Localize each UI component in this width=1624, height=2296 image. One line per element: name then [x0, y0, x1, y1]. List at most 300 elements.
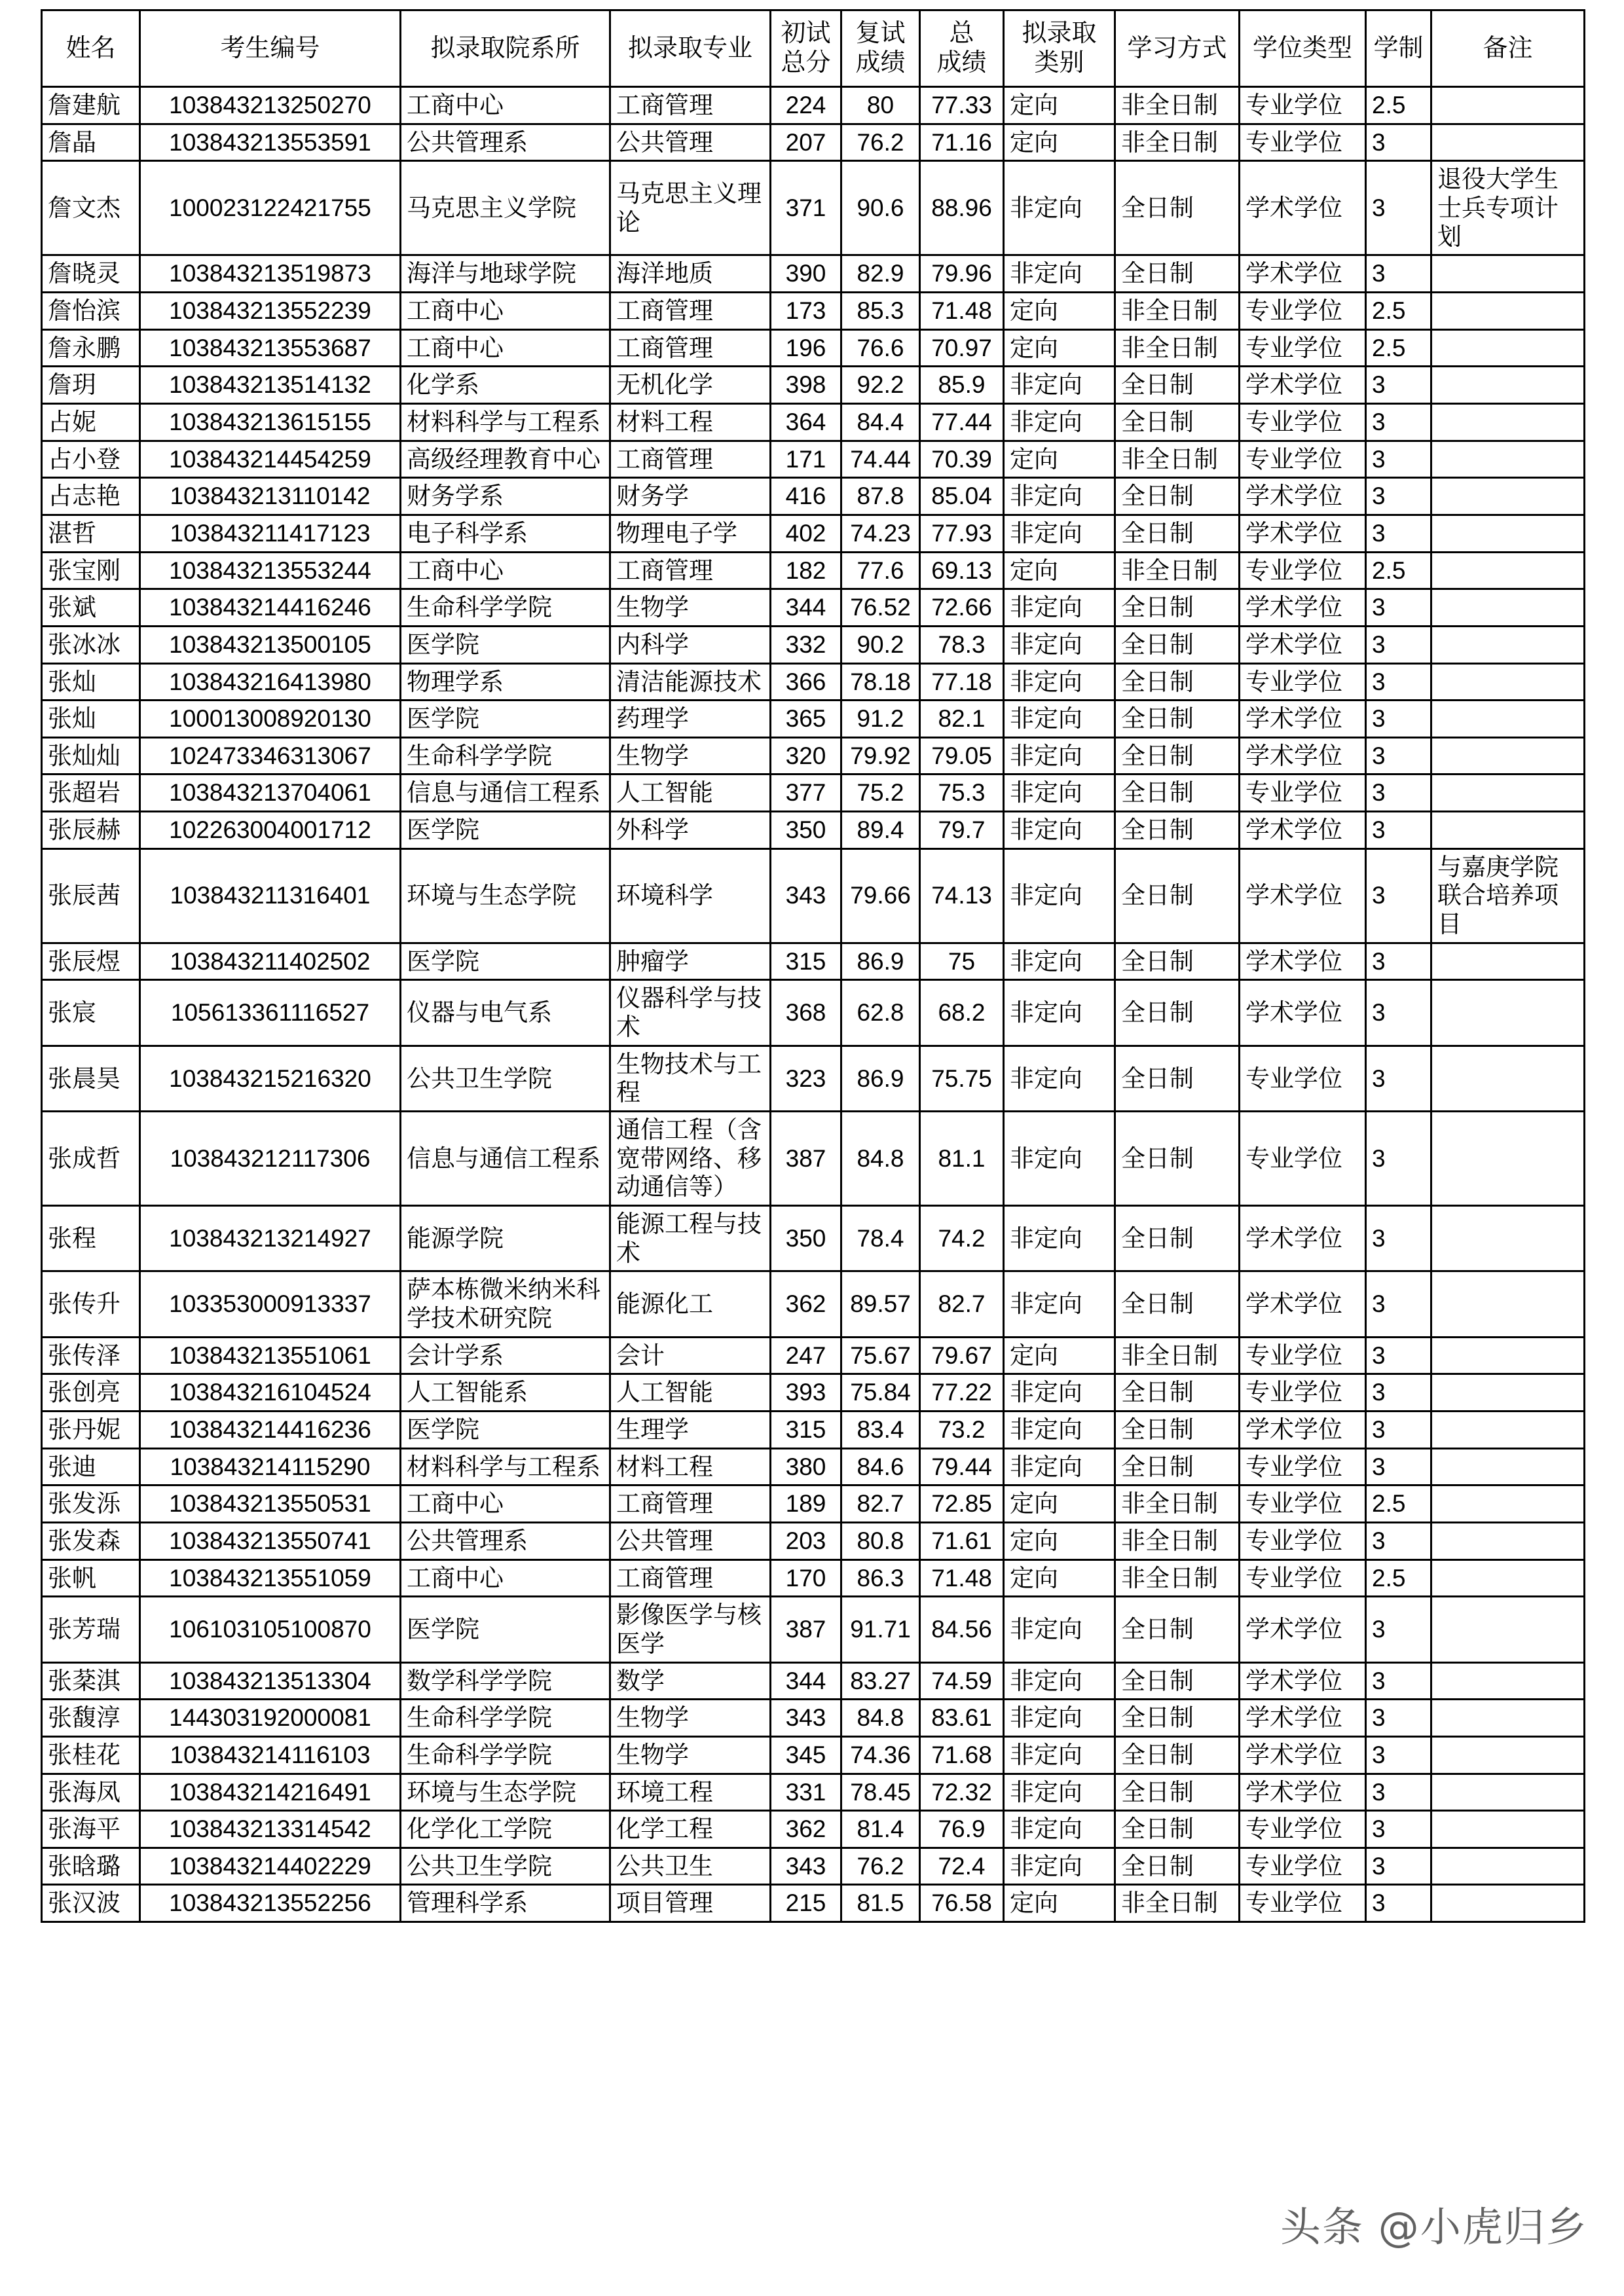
- table-row: [42, 1411, 1585, 1448]
- cell-remark: [1431, 329, 1585, 367]
- cell-preliminary-total: 362: [771, 1271, 841, 1337]
- cell-candidate-id: 103843213500105: [140, 626, 401, 663]
- cell-department: 公共卫生学院: [401, 1848, 610, 1885]
- cell-candidate-id: 103843213551061: [140, 1337, 401, 1374]
- cell-retest-score: 89.4: [841, 812, 920, 849]
- cell-total-score: 71.48: [920, 292, 1004, 329]
- cell-total-score: 71.61: [920, 1522, 1004, 1559]
- cell-name: 张冰冰: [42, 626, 140, 663]
- cell-department: 工商中心: [401, 292, 610, 329]
- cell-degree-type: 专业学位: [1240, 441, 1366, 478]
- cell-preliminary-total: 343: [771, 1700, 841, 1737]
- cell-major: 公共管理: [610, 1522, 771, 1559]
- cell-retest-score: 77.6: [841, 552, 920, 589]
- cell-remark: [1431, 292, 1585, 329]
- table-row: [42, 1485, 1585, 1523]
- cell-remark: [1431, 1271, 1585, 1337]
- cell-major: 通信工程（含宽带网络、移动通信等）: [610, 1112, 771, 1206]
- cell-admission-category: 非定向: [1004, 1811, 1115, 1848]
- cell-retest-score: 84.8: [841, 1700, 920, 1737]
- table-row: [42, 1700, 1585, 1737]
- cell-department: 生命科学学院: [401, 1736, 610, 1774]
- cell-admission-category: 非定向: [1004, 1448, 1115, 1485]
- cell-admission-category: 非定向: [1004, 1774, 1115, 1811]
- cell-preliminary-total: 207: [771, 124, 841, 161]
- cell-candidate-id: 103843213704061: [140, 774, 401, 812]
- cell-retest-score: 79.92: [841, 737, 920, 774]
- cell-study-mode: 全日制: [1115, 255, 1240, 293]
- cell-degree-type: 学术学位: [1240, 1736, 1366, 1774]
- cell-admission-category: 定向: [1004, 1485, 1115, 1523]
- cell-remark: [1431, 1885, 1585, 1922]
- cell-duration: 3: [1366, 737, 1431, 774]
- cell-department: 工商中心: [401, 1559, 610, 1597]
- cell-remark: [1431, 403, 1585, 441]
- cell-candidate-id: 103843213553591: [140, 124, 401, 161]
- cell-preliminary-total: 362: [771, 1811, 841, 1848]
- cell-preliminary-total: 393: [771, 1374, 841, 1412]
- table-row: [42, 478, 1585, 515]
- cell-study-mode: 全日制: [1115, 701, 1240, 738]
- cell-admission-category: 非定向: [1004, 848, 1115, 943]
- table-row: [42, 515, 1585, 552]
- cell-candidate-id: 100013008920130: [140, 701, 401, 738]
- cell-total-score: 85.04: [920, 478, 1004, 515]
- cell-retest-score: 74.44: [841, 441, 920, 478]
- cell-candidate-id: 103843214216491: [140, 1774, 401, 1811]
- cell-remark: [1431, 1206, 1585, 1271]
- table-row: [42, 87, 1585, 124]
- table-row: [42, 1448, 1585, 1485]
- cell-major: 无机化学: [610, 367, 771, 404]
- cell-candidate-id: 103843213552239: [140, 292, 401, 329]
- cell-department: 环境与生态学院: [401, 848, 610, 943]
- cell-admission-category: 定向: [1004, 329, 1115, 367]
- cell-candidate-id: 103843213551059: [140, 1559, 401, 1597]
- cell-name: 占小登: [42, 441, 140, 478]
- cell-preliminary-total: 344: [771, 1662, 841, 1700]
- cell-major: 生物学: [610, 1736, 771, 1774]
- cell-candidate-id: 103843213519873: [140, 255, 401, 293]
- cell-study-mode: 全日制: [1115, 161, 1240, 255]
- cell-admission-category: 非定向: [1004, 161, 1115, 255]
- table-row: [42, 1559, 1585, 1597]
- cell-preliminary-total: 182: [771, 552, 841, 589]
- table-row: [42, 1046, 1585, 1111]
- cell-total-score: 75: [920, 943, 1004, 980]
- cell-study-mode: 非全日制: [1115, 329, 1240, 367]
- cell-preliminary-total: 320: [771, 737, 841, 774]
- header-admission-category: [1004, 10, 1115, 87]
- cell-preliminary-total: 189: [771, 1485, 841, 1523]
- cell-candidate-id: 103843215216320: [140, 1046, 401, 1111]
- cell-total-score: 81.1: [920, 1112, 1004, 1206]
- cell-preliminary-total: 344: [771, 589, 841, 627]
- cell-preliminary-total: 387: [771, 1112, 841, 1206]
- cell-retest-score: 78.4: [841, 1206, 920, 1271]
- cell-department: 仪器与电气系: [401, 980, 610, 1046]
- cell-remark: [1431, 1522, 1585, 1559]
- cell-major: 仪器科学与技术: [610, 980, 771, 1046]
- cell-admission-category: 非定向: [1004, 701, 1115, 738]
- cell-degree-type: 专业学位: [1240, 329, 1366, 367]
- table-row: [42, 441, 1585, 478]
- cell-total-score: 78.3: [920, 626, 1004, 663]
- cell-total-score: 88.96: [920, 161, 1004, 255]
- cell-retest-score: 91.71: [841, 1597, 920, 1662]
- table-row: [42, 255, 1585, 293]
- cell-department: 工商中心: [401, 87, 610, 124]
- cell-preliminary-total: 247: [771, 1337, 841, 1374]
- cell-department: 会计学系: [401, 1337, 610, 1374]
- cell-admission-category: 非定向: [1004, 980, 1115, 1046]
- cell-duration: 3: [1366, 1736, 1431, 1774]
- cell-duration: 3: [1366, 441, 1431, 478]
- cell-major: 工商管理: [610, 441, 771, 478]
- cell-candidate-id: 103843211402502: [140, 943, 401, 980]
- cell-study-mode: 全日制: [1115, 1774, 1240, 1811]
- header-total-line2: 成绩: [936, 49, 987, 77]
- cell-major: 人工智能: [610, 1374, 771, 1412]
- cell-candidate-id: 103843213552256: [140, 1885, 401, 1922]
- cell-duration: 2.5: [1366, 1485, 1431, 1523]
- table-row: [42, 1206, 1585, 1271]
- cell-department: 信息与通信工程系: [401, 1112, 610, 1206]
- cell-duration: 3: [1366, 1811, 1431, 1848]
- cell-admission-category: 非定向: [1004, 812, 1115, 849]
- cell-degree-type: 专业学位: [1240, 1522, 1366, 1559]
- cell-department: 材料科学与工程系: [401, 403, 610, 441]
- table-row: [42, 1522, 1585, 1559]
- cell-name: 张成哲: [42, 1112, 140, 1206]
- cell-department: 医学院: [401, 626, 610, 663]
- cell-admission-category: 非定向: [1004, 1206, 1115, 1271]
- cell-duration: 3: [1366, 1774, 1431, 1811]
- cell-name: 张发森: [42, 1522, 140, 1559]
- cell-total-score: 71.48: [920, 1559, 1004, 1597]
- cell-total-score: 83.61: [920, 1700, 1004, 1737]
- cell-name: 张传泽: [42, 1337, 140, 1374]
- cell-admission-category: 非定向: [1004, 1374, 1115, 1412]
- cell-department: 生命科学学院: [401, 1700, 610, 1737]
- cell-degree-type: 学术学位: [1240, 589, 1366, 627]
- table-row: [42, 737, 1585, 774]
- cell-major: 人工智能: [610, 774, 771, 812]
- cell-major: 生物学: [610, 1700, 771, 1737]
- cell-department: 人工智能系: [401, 1374, 610, 1412]
- cell-duration: 3: [1366, 1206, 1431, 1271]
- cell-degree-type: 专业学位: [1240, 1337, 1366, 1374]
- cell-major: 生物技术与工程: [610, 1046, 771, 1111]
- table-row: [42, 663, 1585, 701]
- cell-retest-score: 92.2: [841, 367, 920, 404]
- cell-admission-category: 非定向: [1004, 1112, 1115, 1206]
- cell-total-score: 77.33: [920, 87, 1004, 124]
- cell-candidate-id: 103843213615155: [140, 403, 401, 441]
- cell-study-mode: 全日制: [1115, 589, 1240, 627]
- cell-degree-type: 专业学位: [1240, 1811, 1366, 1848]
- cell-study-mode: 全日制: [1115, 943, 1240, 980]
- cell-study-mode: 全日制: [1115, 1848, 1240, 1885]
- cell-degree-type: 学术学位: [1240, 478, 1366, 515]
- cell-preliminary-total: 345: [771, 1736, 841, 1774]
- cell-preliminary-total: 350: [771, 812, 841, 849]
- cell-study-mode: 全日制: [1115, 1448, 1240, 1485]
- cell-major: 化学工程: [610, 1811, 771, 1848]
- cell-degree-type: 学术学位: [1240, 515, 1366, 552]
- cell-admission-category: 非定向: [1004, 626, 1115, 663]
- cell-major: 药理学: [610, 701, 771, 738]
- cell-candidate-id: 105613361116527: [140, 980, 401, 1046]
- cell-admission-category: 定向: [1004, 441, 1115, 478]
- table-row: [42, 329, 1585, 367]
- cell-total-score: 77.93: [920, 515, 1004, 552]
- cell-preliminary-total: 173: [771, 292, 841, 329]
- header-preliminary-total: [771, 10, 841, 87]
- cell-remark: [1431, 774, 1585, 812]
- cell-department: 生命科学学院: [401, 589, 610, 627]
- cell-retest-score: 85.3: [841, 292, 920, 329]
- cell-total-score: 76.58: [920, 1885, 1004, 1922]
- cell-department: 化学系: [401, 367, 610, 404]
- cell-total-score: 75.3: [920, 774, 1004, 812]
- cell-remark: [1431, 1485, 1585, 1523]
- cell-admission-category: 非定向: [1004, 1597, 1115, 1662]
- cell-department: 化学化工学院: [401, 1811, 610, 1848]
- header-retest-line2: 成绩: [855, 49, 906, 77]
- cell-major: 能源化工: [610, 1271, 771, 1337]
- header-category-line1: 拟录取: [1022, 20, 1097, 48]
- cell-name: 张传升: [42, 1271, 140, 1337]
- cell-admission-category: 非定向: [1004, 1848, 1115, 1885]
- table-row: [42, 1271, 1585, 1337]
- cell-total-score: 77.18: [920, 663, 1004, 701]
- cell-duration: 3: [1366, 943, 1431, 980]
- header-name: 姓名: [42, 10, 140, 87]
- cell-retest-score: 76.6: [841, 329, 920, 367]
- cell-remark: [1431, 1112, 1585, 1206]
- table-header: [42, 10, 1585, 87]
- cell-total-score: 69.13: [920, 552, 1004, 589]
- cell-retest-score: 74.23: [841, 515, 920, 552]
- cell-major: 生物学: [610, 589, 771, 627]
- cell-retest-score: 83.27: [841, 1662, 920, 1700]
- cell-retest-score: 75.84: [841, 1374, 920, 1412]
- cell-total-score: 71.16: [920, 124, 1004, 161]
- cell-study-mode: 全日制: [1115, 1700, 1240, 1737]
- cell-name: 张程: [42, 1206, 140, 1271]
- table-row: [42, 124, 1585, 161]
- cell-department: 生命科学学院: [401, 737, 610, 774]
- cell-study-mode: 全日制: [1115, 515, 1240, 552]
- cell-candidate-id: 103843214416246: [140, 589, 401, 627]
- cell-major: 材料工程: [610, 403, 771, 441]
- cell-department: 数学科学学院: [401, 1662, 610, 1700]
- cell-total-score: 73.2: [920, 1411, 1004, 1448]
- cell-duration: 3: [1366, 515, 1431, 552]
- cell-retest-score: 90.6: [841, 161, 920, 255]
- cell-department: 高级经理教育中心: [401, 441, 610, 478]
- cell-remark: [1431, 701, 1585, 738]
- cell-degree-type: 专业学位: [1240, 403, 1366, 441]
- cell-study-mode: 非全日制: [1115, 1522, 1240, 1559]
- cell-major: 环境科学: [610, 848, 771, 943]
- cell-name: 詹永鹏: [42, 329, 140, 367]
- cell-remark: [1431, 552, 1585, 589]
- cell-candidate-id: 103843213214927: [140, 1206, 401, 1271]
- cell-study-mode: 全日制: [1115, 737, 1240, 774]
- cell-retest-score: 84.6: [841, 1448, 920, 1485]
- cell-duration: 3: [1366, 1374, 1431, 1412]
- cell-study-mode: 全日制: [1115, 1811, 1240, 1848]
- cell-admission-category: 非定向: [1004, 403, 1115, 441]
- table-row: [42, 292, 1585, 329]
- cell-duration: 3: [1366, 367, 1431, 404]
- table-row: [42, 1374, 1585, 1412]
- cell-major: 工商管理: [610, 329, 771, 367]
- cell-admission-category: 非定向: [1004, 515, 1115, 552]
- header-retest-score: [841, 10, 920, 87]
- cell-total-score: 79.05: [920, 737, 1004, 774]
- header-category-line2: 类别: [1034, 49, 1084, 77]
- cell-duration: 3: [1366, 1522, 1431, 1559]
- table-row: [42, 1112, 1585, 1206]
- cell-duration: 3: [1366, 1448, 1431, 1485]
- cell-duration: 3: [1366, 161, 1431, 255]
- cell-study-mode: 全日制: [1115, 1374, 1240, 1412]
- cell-department: 医学院: [401, 812, 610, 849]
- cell-remark: [1431, 1559, 1585, 1597]
- cell-degree-type: 学术学位: [1240, 1271, 1366, 1337]
- table-row: [42, 943, 1585, 980]
- cell-admission-category: 非定向: [1004, 1411, 1115, 1448]
- cell-study-mode: 非全日制: [1115, 441, 1240, 478]
- cell-major: 工商管理: [610, 1485, 771, 1523]
- cell-name: 张汉波: [42, 1885, 140, 1922]
- cell-degree-type: 专业学位: [1240, 1046, 1366, 1111]
- cell-degree-type: 专业学位: [1240, 1374, 1366, 1412]
- cell-retest-score: 84.8: [841, 1112, 920, 1206]
- cell-degree-type: 学术学位: [1240, 367, 1366, 404]
- cell-duration: 3: [1366, 626, 1431, 663]
- cell-remark: [1431, 1700, 1585, 1737]
- cell-remark: [1431, 1662, 1585, 1700]
- cell-study-mode: 非全日制: [1115, 1559, 1240, 1597]
- cell-department: 医学院: [401, 1597, 610, 1662]
- cell-study-mode: 全日制: [1115, 1206, 1240, 1271]
- cell-department: 公共管理系: [401, 1522, 610, 1559]
- cell-candidate-id: 102473346313067: [140, 737, 401, 774]
- cell-remark: [1431, 1411, 1585, 1448]
- cell-name: 张桂花: [42, 1736, 140, 1774]
- cell-name: 张海凤: [42, 1774, 140, 1811]
- cell-remark: [1431, 589, 1585, 627]
- cell-degree-type: 学术学位: [1240, 255, 1366, 293]
- cell-retest-score: 76.2: [841, 124, 920, 161]
- cell-total-score: 77.22: [920, 1374, 1004, 1412]
- cell-department: 海洋与地球学院: [401, 255, 610, 293]
- cell-department: 信息与通信工程系: [401, 774, 610, 812]
- cell-admission-category: 非定向: [1004, 943, 1115, 980]
- table-row: [42, 848, 1585, 943]
- cell-remark: [1431, 478, 1585, 515]
- cell-name: 占妮: [42, 403, 140, 441]
- cell-preliminary-total: 390: [771, 255, 841, 293]
- cell-duration: 3: [1366, 1848, 1431, 1885]
- cell-preliminary-total: 416: [771, 478, 841, 515]
- cell-duration: 3: [1366, 478, 1431, 515]
- cell-remark: [1431, 87, 1585, 124]
- header-major: 拟录取专业: [610, 10, 771, 87]
- cell-duration: 2.5: [1366, 1559, 1431, 1597]
- cell-study-mode: 非全日制: [1115, 1337, 1240, 1374]
- cell-degree-type: 专业学位: [1240, 1848, 1366, 1885]
- cell-retest-score: 87.8: [841, 478, 920, 515]
- cell-department: 马克思主义学院: [401, 161, 610, 255]
- cell-remark: [1431, 1848, 1585, 1885]
- cell-total-score: 85.9: [920, 367, 1004, 404]
- cell-admission-category: 定向: [1004, 292, 1115, 329]
- cell-department: 医学院: [401, 1411, 610, 1448]
- cell-study-mode: 全日制: [1115, 663, 1240, 701]
- cell-admission-category: 定向: [1004, 1885, 1115, 1922]
- cell-study-mode: 全日制: [1115, 626, 1240, 663]
- cell-total-score: 71.68: [920, 1736, 1004, 1774]
- cell-remark: [1431, 367, 1585, 404]
- cell-candidate-id: 144303192000081: [140, 1700, 401, 1737]
- cell-major: 工商管理: [610, 87, 771, 124]
- cell-degree-type: 专业学位: [1240, 124, 1366, 161]
- cell-remark: [1431, 943, 1585, 980]
- cell-name: 张灿: [42, 663, 140, 701]
- table-row: [42, 589, 1585, 627]
- cell-name: 张帆: [42, 1559, 140, 1597]
- cell-admission-category: 定向: [1004, 1522, 1115, 1559]
- cell-preliminary-total: 343: [771, 1848, 841, 1885]
- cell-degree-type: 学术学位: [1240, 1597, 1366, 1662]
- cell-retest-score: 89.57: [841, 1271, 920, 1337]
- cell-preliminary-total: 380: [771, 1448, 841, 1485]
- table-row: [42, 403, 1585, 441]
- cell-duration: 3: [1366, 1271, 1431, 1337]
- header-duration: 学制: [1366, 10, 1431, 87]
- cell-department: 物理学系: [401, 663, 610, 701]
- cell-degree-type: 学术学位: [1240, 848, 1366, 943]
- cell-degree-type: 专业学位: [1240, 663, 1366, 701]
- cell-department: 工商中心: [401, 552, 610, 589]
- cell-remark: [1431, 1448, 1585, 1485]
- cell-preliminary-total: 315: [771, 1411, 841, 1448]
- cell-admission-category: 非定向: [1004, 589, 1115, 627]
- cell-admission-category: 定向: [1004, 124, 1115, 161]
- cell-study-mode: 非全日制: [1115, 1885, 1240, 1922]
- cell-name: 张馥淳: [42, 1700, 140, 1737]
- cell-retest-score: 76.2: [841, 1848, 920, 1885]
- cell-retest-score: 82.7: [841, 1485, 920, 1523]
- cell-remark: [1431, 515, 1585, 552]
- cell-degree-type: 专业学位: [1240, 552, 1366, 589]
- cell-department: 萨本栋微米纳米科学技术研究院: [401, 1271, 610, 1337]
- cell-department: 环境与生态学院: [401, 1774, 610, 1811]
- cell-name: 詹晶: [42, 124, 140, 161]
- header-degree-type: 学位类型: [1240, 10, 1366, 87]
- cell-study-mode: 全日制: [1115, 1271, 1240, 1337]
- cell-candidate-id: 103843213553687: [140, 329, 401, 367]
- cell-degree-type: 学术学位: [1240, 701, 1366, 738]
- cell-name: 张芳瑞: [42, 1597, 140, 1662]
- header-preliminary-line1: 初试: [781, 20, 831, 48]
- cell-duration: 3: [1366, 1411, 1431, 1448]
